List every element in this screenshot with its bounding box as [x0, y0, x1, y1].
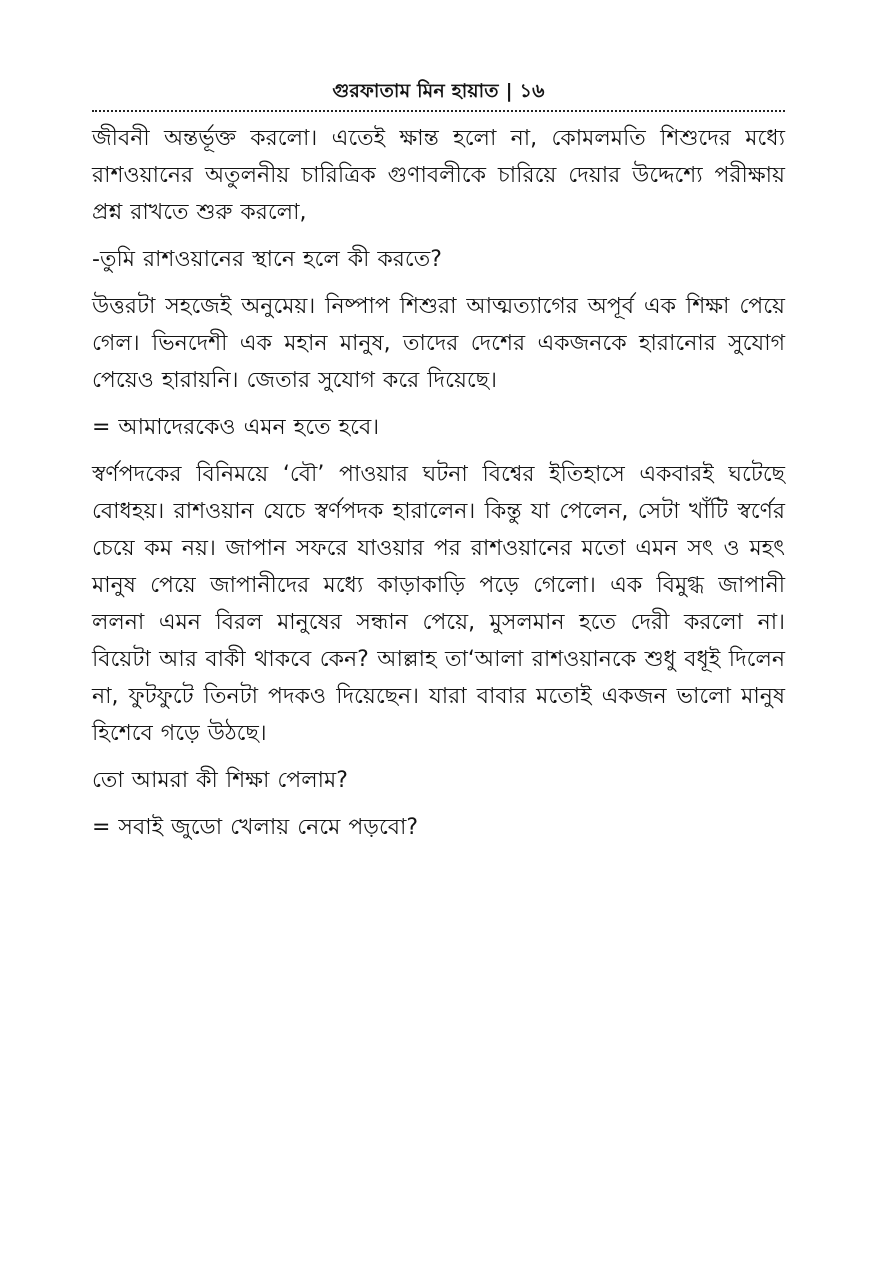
- body-text: [92, 120, 785, 846]
- running-header: [92, 78, 785, 104]
- paragraph-7: = সবাই জুডো খেলায় নেমে পড়বো?: [92, 815, 419, 840]
- book-title: গুরফাতাম মিন হায়াত: [332, 80, 499, 102]
- paragraph-5: স্বর্ণপদকের বিনিময়ে ‘বৌ’ পাওয়ার ঘটনা বিশ্বের ইতিহাসে একবারই ঘটেছে বোধহয়। রাশওয়ান যেচে স্বর্ণপদক হারালেন। কিন্তু যা পেলেন, সেটা খাঁটি স্বর্ণের চেয়ে কম নয়। জাপান সফরে যাওয়ার পর রাশওয়ানের মতো এমন সৎ ও মহৎ মানুষ পেয়ে জাপানীদের মধ্যে কাড়াকাড়ি পড়ে গেলো। এক বিমুগ্ধ জাপানী ললনা এমন বিরল মানুষের সন্ধান পেয়ে, মুসলমান হতে দেরী করলো না। বিয়েটা আর বাকী থাকবে কেন? আল্লাহ তা‘আলা রাশওয়ানকে শুধু বধূই দিলেন না, ফুটফুটে তিনটা পদকও দিয়েছেন। যারা বাবার মতোই একজন ভালো মানুষ হিশেবে গড়ে উঠছে।: [92, 462, 785, 746]
- paragraph-6: তো আমরা কী শিক্ষা পেলাম?: [92, 768, 348, 793]
- header-separator: |: [505, 80, 513, 102]
- header-dotted-rule: [92, 110, 785, 112]
- page-number: ১৬: [519, 80, 545, 102]
- paragraph-2: -তুমি রাশওয়ানের স্থানে হলে কী করতে?: [92, 247, 442, 272]
- paragraph-3: উত্তরটা সহজেই অনুমেয়। নিষ্পাপ শিশুরা আত্মত্যাগের অপূর্ব এক শিক্ষা পেয়ে গেল। ভিনদেশী এক মহান মানুষ, তাদের দেশের একজনকে হারানোর সুযোগ পেয়েও হারায়নি। জেতার সুযোগ করে দিয়েছে।: [92, 294, 785, 393]
- book-page: [92, 78, 785, 856]
- paragraph-1: জীবনী অন্তর্ভূক্ত করলো। এতেই ক্ষান্ত হলো না, কোমলমতি শিশুদের মধ্যে রাশওয়ানের অতুলনীয় চারিত্রিক গুণাবলীকে চারিয়ে দেয়ার উদ্দেশ্যে পরীক্ষায় প্রশ্ন রাখতে শুরু করলো,: [92, 126, 785, 225]
- paragraph-4: = আমাদেরকেও এমন হতে হবে।: [92, 415, 380, 440]
